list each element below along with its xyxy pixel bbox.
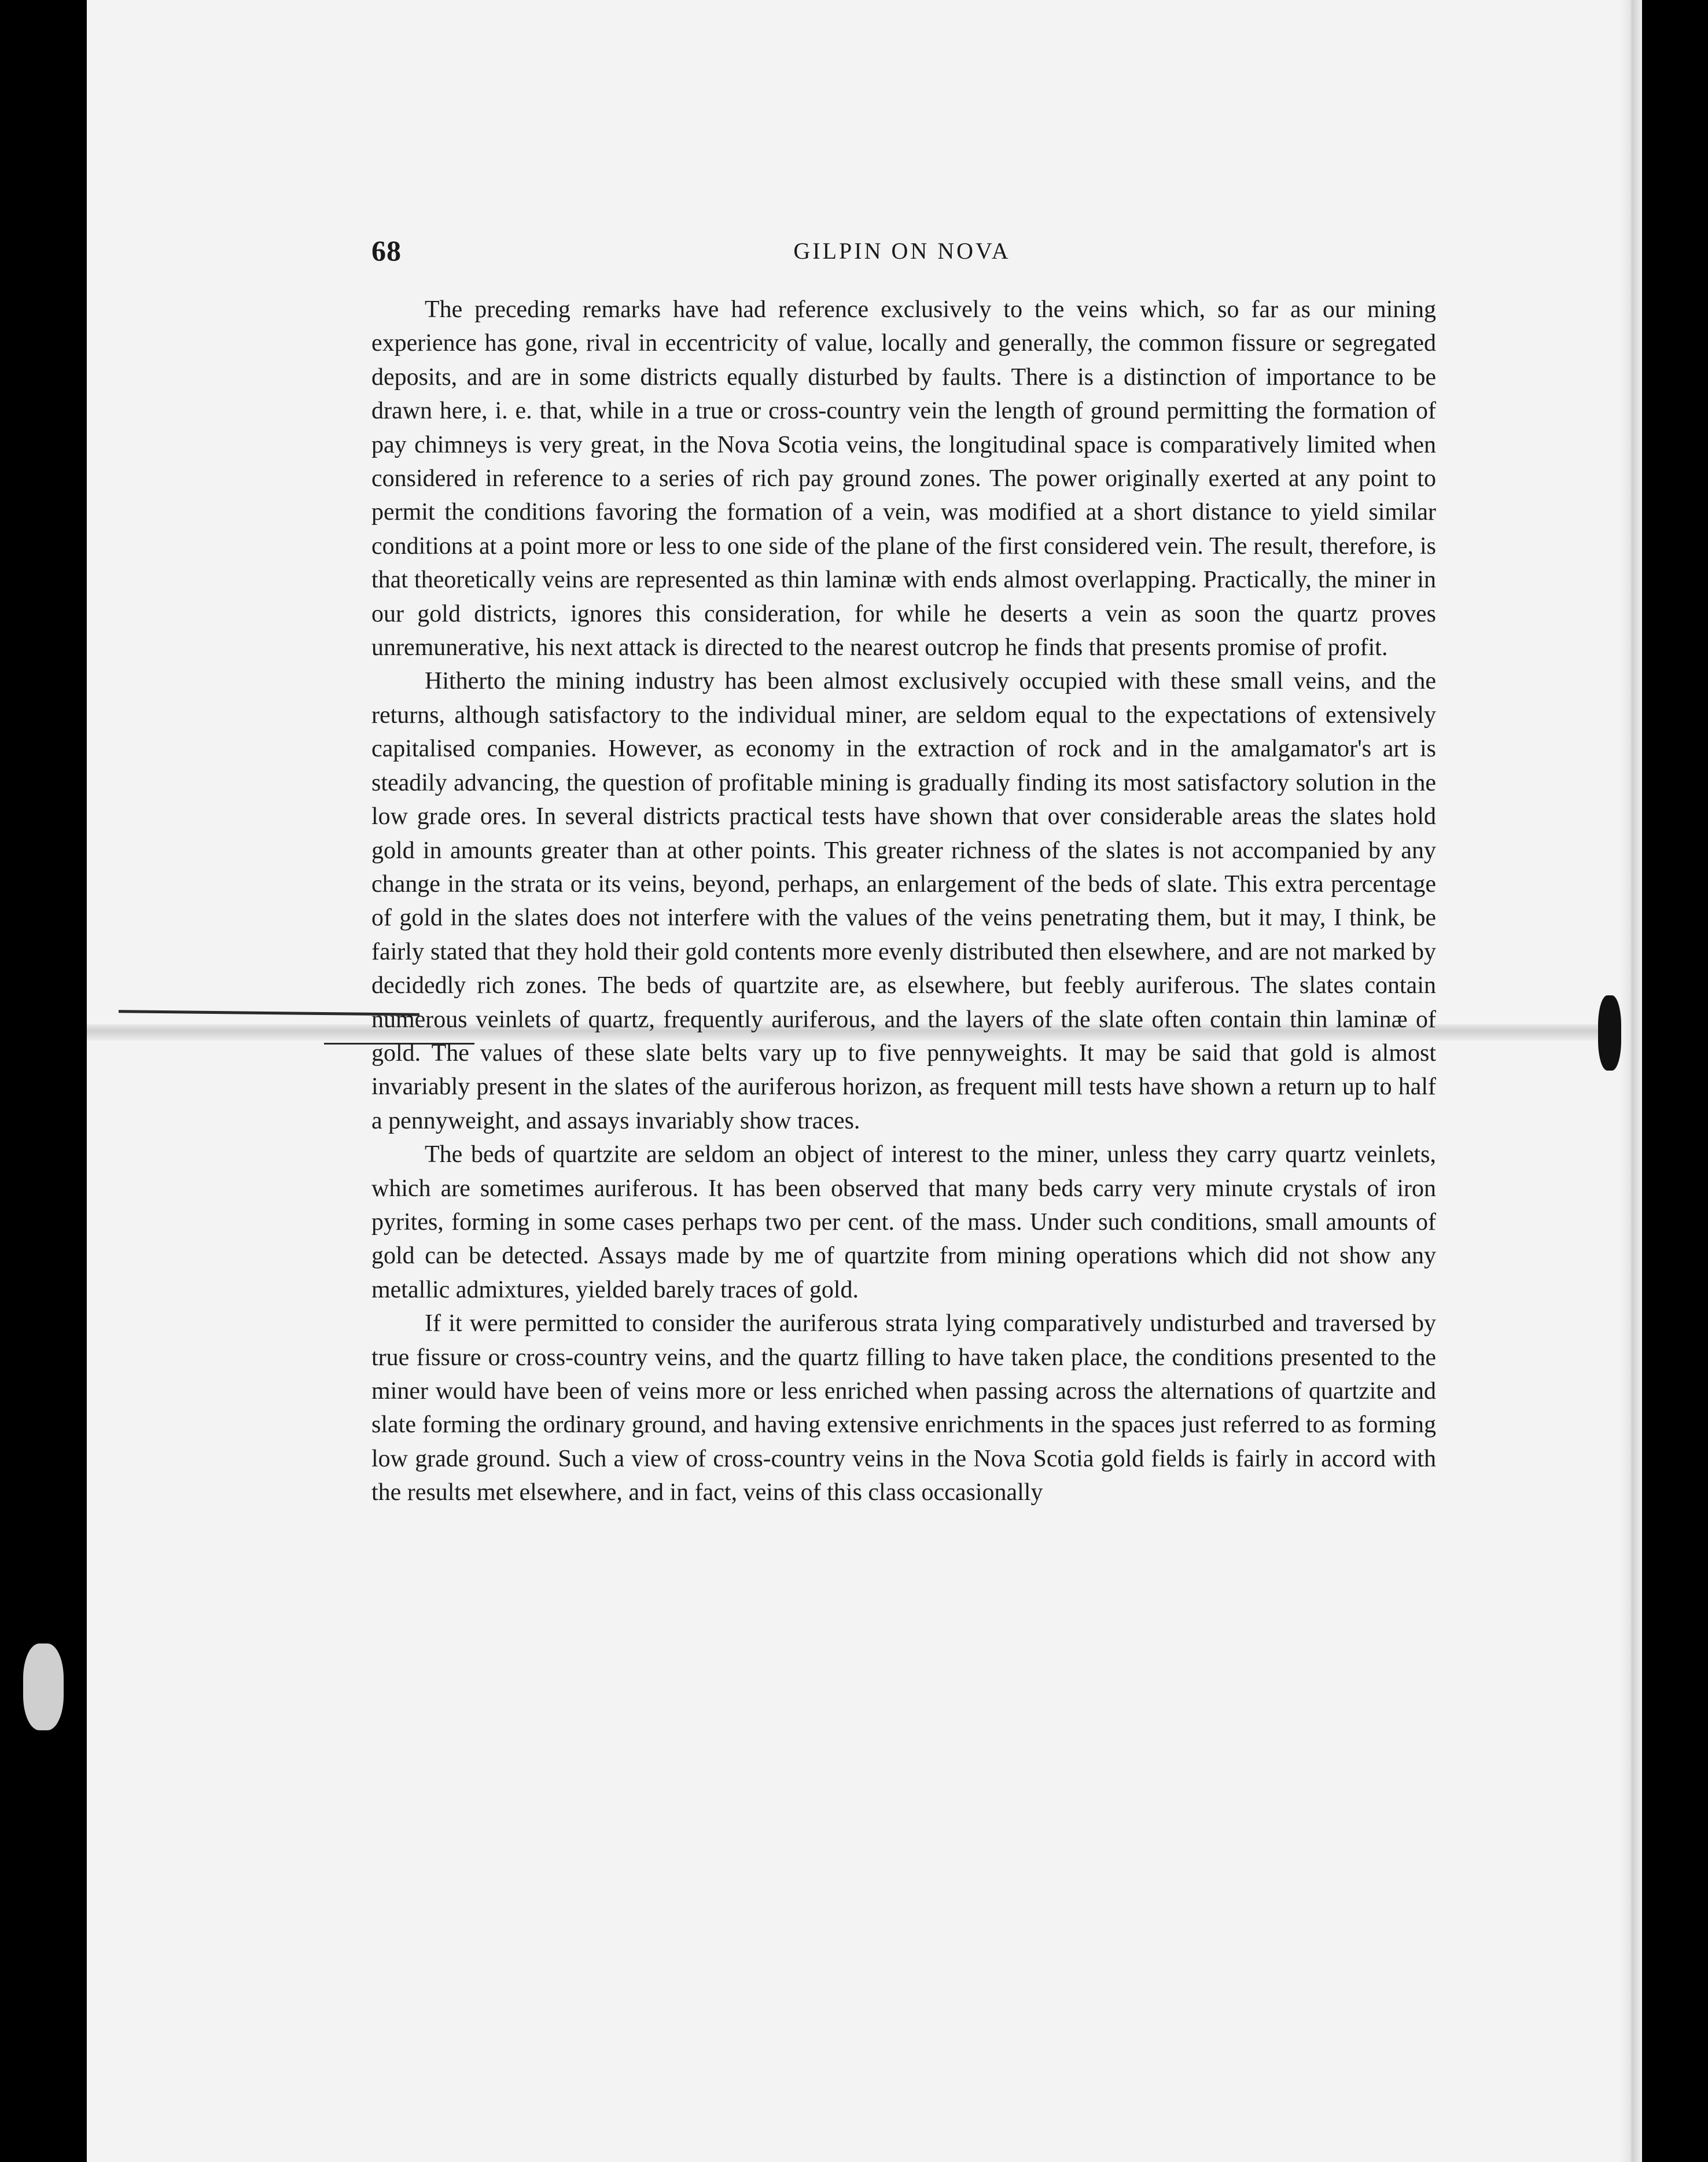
body-text [371,293,1436,1510]
ink-blot [1598,995,1621,1071]
page-header [371,234,1433,274]
paragraph-2: Hitherto the mining industry has been almost exclusively occupied with these small veins, and the returns, although satisfactory to the individual miner, are seldom equal to the expectations of extensively capitalised companies. However, as economy in the extraction of rock and in the amalgamator's art is steadily advancing, the question of profitable mining is gradually finding its most satisfactory solution in the low grade ores. In several districts practical tests have shown that over considerable areas the slates hold gold in amounts greater than at other points. This greater richness of the slates is not accompanied by any change in the strata or its veins, beyond, perhaps, an enlargement of the beds of slate. This extra percentage of gold in the slates does not interfere with the values of the veins penetrating them, but it may, I think, be fairly stated that they hold their gold contents more evenly distributed then elsewhere, and are not marked by decidedly rich zones. The beds of quartzite are, as elsewhere, but feebly auriferous. The slates contain numerous veinlets of quartz, frequently auriferous, and the layers of the slate often contain thin laminæ of gold. The values of these slate belts vary up to five pennyweights. It may be said that gold is almost invariably present in the slates of the auriferous horizon, as frequent mill tests have shown a return up to half a pennyweight, and assays invariably show traces. [371,668,1436,1134]
paragraph-3: The beds of quartzite are seldom an object of interest to the miner, unless they carry quartz veinlets, which are sometimes auriferous. It has been observed that many beds carry very minute crystals of iron pyrites, forming in some cases perhaps two per cent. of the mass. Under such conditions, small amounts of gold can be detected. Assays made by me of quartzite from mining operations which did not show any metallic admixtures, yielded barely traces of gold. [371,1141,1436,1303]
scan-border-right [1642,0,1708,2162]
running-head-title: GILPIN ON NOVA [793,238,1011,264]
page-edge-shadow [1620,0,1642,2162]
paragraph-4: If it were permitted to consider the auriferous strata lying comparatively undisturbed and traversed by true fissure or cross-country veins, and the quartz filling to have taken place, the conditions presented to the miner would have been of veins more or less enriched when passing across the alternations of quartzite and slate forming the ordinary ground, and having extensive enrichments in the spaces just referred to as forming low grade ground. Such a view of cross-country veins in the Nova Scotia gold fields is fairly in accord with the results met elsewhere, and in fact, veins of this class occasionally [371,1310,1436,1506]
page-number: 68 [371,234,402,267]
scan-speck [23,1643,64,1730]
paragraph-1: The preceding remarks have had reference exclusively to the veins which, so far as our mining experience has gone, rival in eccentricity of value, locally and generally, the common fissure or segregated deposits, and are in some districts equally disturbed by faults. There is a distinction of importance to be drawn here, i. e. that, while in a true or cross-country vein the length of ground permitting the formation of pay chimneys is very great, in the Nova Scotia veins, the longitudinal space is comparatively limited when considered in reference to a series of rich pay ground zones. The power originally exerted at any point to permit the conditions favoring the formation of a vein, was modified at a short distance to yield similar conditions at a point more or less to one side of the plane of the first considered vein. The result, therefore, is that theoretically veins are represented as thin laminæ with ends almost overlapping. Practically, the miner in our gold districts, ignores this consideration, for while he deserts a vein as soon the quartz proves unremunerative, his next attack is directed to the nearest outcrop he finds that presents promise of profit. [371,296,1436,661]
